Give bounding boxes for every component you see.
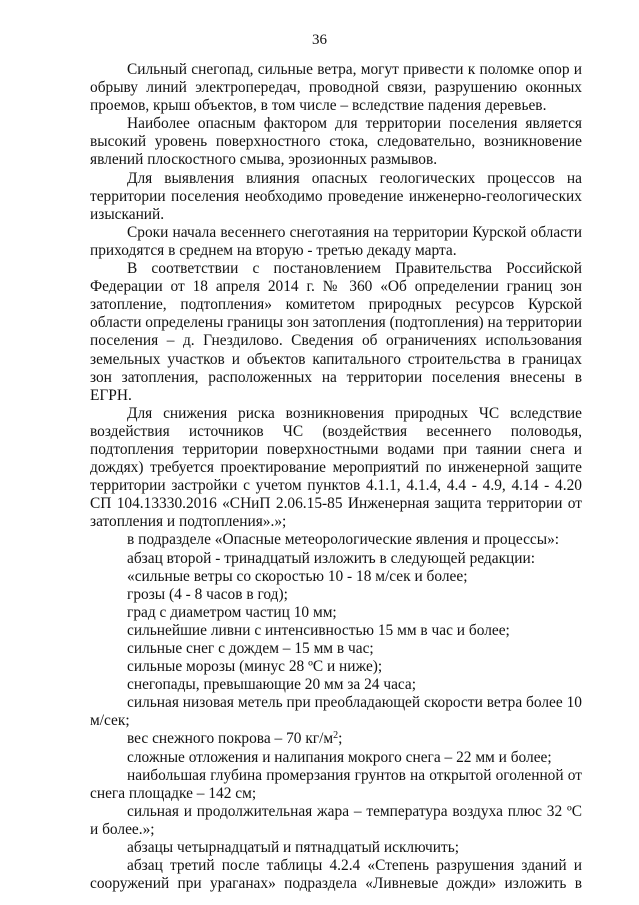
list-item: «сильные ветры со скоростью 10 - 18 м/сек и более; (127, 567, 468, 585)
paragraph: Сроки начала весеннего снеготаяния на территории Курской области приходятся в среднем на вторую - третью декаду марта. (90, 223, 582, 259)
list-item (90, 730, 582, 748)
paragraph: В соответствии с постановлением Правительства Российской Федерации от 18 апреля 2014 г. № 360 «Об определении границ зон затопление, подтопления» комитетом природных ресурсов Курской области определены границы зон затопления (подтопления) на территории поселения – д. Гнездилово. Сведения об ограничениях использования земельных участков и объектов капитального строительства в границах зон затопления, расположенных на территории поселения внесены в ЕГРН. (90, 260, 582, 404)
paragraph: в подразделе «Опасные метеорологические явления и процессы»: (127, 531, 560, 549)
list-item: сильные снег с дождем – 15 мм в час; (127, 640, 374, 657)
page-number: 36 (312, 32, 327, 48)
list-item: сильная и продолжительная жара – температура воздуха плюс 32 ºС и более.»; (90, 802, 582, 838)
list-item: наибольшая глубина промерзания грунтов на открытой оголенной от снега площадке – 142 см; (90, 766, 582, 802)
list-item: град с диаметром частиц 10 мм; (127, 603, 337, 621)
paragraph: Наиболее опасным фактором для территории поселения является высокий уровень поверхностного стока, следовательно, возникновение явлений плоскостного смыва, эрозионных размывов. (90, 115, 582, 169)
paragraph: Для снижения риска возникновения природных ЧС вследствие воздействия источников ЧС (воздействия весеннего половодья, подтопления территории поверхностными водами при таянии снега и дождях) требуется проектирование мероприятий по инженерной защите территории застройки с учетом пунктов 4.1.1, 4.1.4, 4.4 - 4.9, 4.14 - 4.20 СП 104.13330.2016 «СНиП 2.06.15-85 Инженерная защита территории от затопления и подтопления».»; (90, 404, 582, 531)
superscript: 2 (333, 730, 339, 742)
list-item-tail: ; (338, 730, 343, 748)
list-item: сильнейшие ливни с интенсивностью 15 мм в час и более; (127, 621, 510, 639)
paragraph: абзац второй - тринадцатый изложить в следующей редакции: (127, 549, 536, 567)
list-item-text: вес снежного покрова – 70 кг/м (127, 730, 334, 748)
list-item: сильная низовая метель при преобладающей скорости ветра более 10 м/сек; (90, 694, 582, 730)
list-item: снегопады, превышающие 20 мм за 24 часа; (127, 676, 417, 694)
paragraph: Сильный снегопад, сильные ветра, могут привести к поломке опор и обрыву линий электропередач, проводной связи, разрушению оконных проемов, крыш объектов, в том числе – вследствие падения деревьев. (90, 61, 582, 115)
paragraph: Для выявления влияния опасных геологических процессов на территории поселения необходимо проведение инженерно-геологических изысканий. (90, 169, 582, 223)
list-item: сложные отложения и налипания мокрого снега – 22 мм и более; (127, 748, 552, 766)
list-item: грозы (4 - 8 часов в год); (127, 585, 288, 603)
list-item: сильные морозы (минус 28 ºС и ниже); (127, 658, 383, 676)
document-body (90, 61, 582, 893)
paragraph: абзацы четырнадцатый и пятнадцатый исключить; (127, 839, 460, 857)
paragraph: абзац третий после таблицы 4.2.4 «Степень разрушения зданий и сооружений при ураганах» подраздела «Ливневые дожди» изложить в (90, 857, 582, 893)
